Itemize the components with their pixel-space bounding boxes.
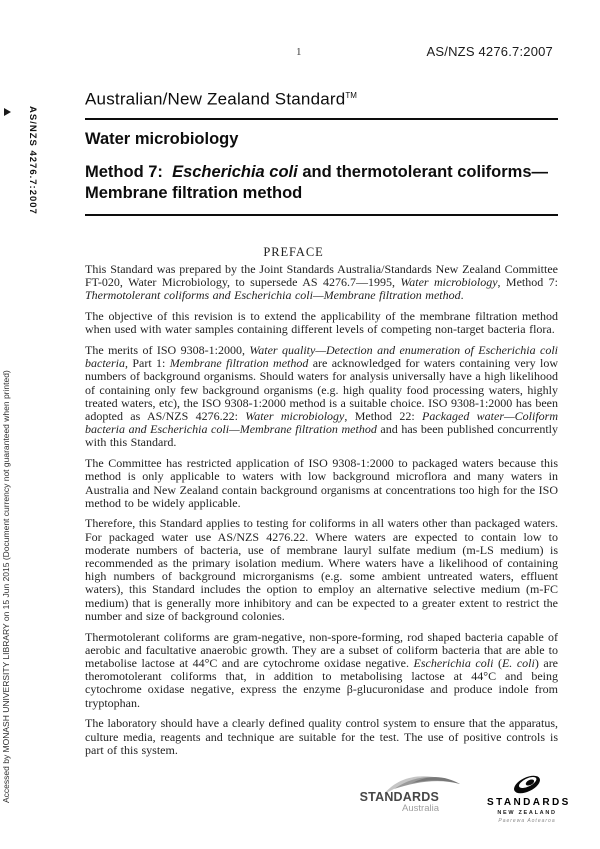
preface-paragraph-4: The Committee has restricted application of ISO 9308-1:2000 to packaged waters because this method is only applicable to waters with low background microflora and many waters in Australia and New Zealand contain background organisms at concentrations too high for the ISO method to be widely applicable. xyxy=(85,456,558,510)
title-block xyxy=(85,86,558,216)
preface-paragraph-1: This Standard was prepared by the Joint Standards Australia/Standards New Zealand Committee FT-020, Water Microbiology, to supersede AS 4276.7—1995, Water microbiology, Method 7: Thermotolerant coliforms and Escherichia coli—Membrane filtration method. xyxy=(85,262,558,303)
standards-nz-name: STANDARDS xyxy=(487,797,571,808)
doc-number-header: AS/NZS 4276.7:2007 xyxy=(426,44,553,59)
preface-paragraph-5: Therefore, this Standard applies to testing for coliforms in all waters other than packaged waters. For packaged water use AS/NZS 4276.22. Where waters are expected to contain low to moderate numbers of bacteria, use of membrane lauryl sulfate medium (m-LS medium) is recommended as the primary isolation medium. Where waters have a likelihood of containing high numbers of background microrganisms (e.g. some ambient untreated waters, effluent waters), this Standard includes the option to employ an alternative selective medium (m-FC medium) that is generally more inhibitory and can be expected to a greater extent to restrict the number and size of background colonies. xyxy=(85,516,558,623)
preface-paragraph-2: The objective of this revision is to extend the applicability of the membrane filtration method when used with water samples containing different levels of competing non-target bacteria flora. xyxy=(85,309,558,337)
preface-heading: PREFACE xyxy=(263,245,324,259)
title-rule-top xyxy=(85,118,558,120)
standards-australia-region: Australia xyxy=(402,803,439,814)
standards-australia-text xyxy=(360,791,439,814)
standards-nz-koru-icon xyxy=(510,773,544,796)
registration-mark-icon xyxy=(4,108,11,116)
trademark-symbol: TM xyxy=(345,91,357,100)
subject-heading: Water microbiology xyxy=(85,129,239,148)
title-rule-bottom xyxy=(85,214,558,216)
preface-body xyxy=(85,263,558,764)
sidebar-standard-code: AS/NZS 4276.7:2007 xyxy=(27,106,38,215)
standards-australia-name: STANDARDS xyxy=(359,790,439,804)
standards-australia-logo xyxy=(350,771,462,823)
series-title xyxy=(85,86,558,110)
standards-nz-region: NEW ZEALAND xyxy=(497,810,557,816)
standards-nz-logo xyxy=(487,773,571,824)
preface-paragraph-7: The laboratory should have a clearly defined quality control system to ensure that the apparatus, culture media, reagents and technique are suitable for the test. The use of positive controls is part of this system. xyxy=(85,716,558,757)
sidebar-access-note: Accessed by MONASH UNIVERSITY LIBRARY on 15 Jun 2015 (Document currency not guaranteed when printed) xyxy=(1,370,11,803)
standards-nz-tagline: Paerewa Aotearoa xyxy=(498,817,556,824)
preface-paragraph-3: The merits of ISO 9308-1:2000, Water quality—Detection and enumeration of Escherichia coli bacteria, Part 1: Membrane filtration method are acknowledged for waters containing very low numbers of background organisms. Should waters for analysis universally have a high likelihood of containing only few background organisms (e.g. high quality food processing waters, highly treated waters, etc), the ISO 9308-1:2000 method is a suitable choice. ISO 9308-1:2000 has been adopted as AS/NZS 4276.22: Water microbiology, Method 22: Packaged water—Coliform bacteria and Escherichia coli—Membrane filtration method and has been published concurrently with this Standard. xyxy=(85,343,559,450)
preface-paragraph-6: Thermotolerant coliforms are gram-negative, non-spore-forming, rod shaped bacteria capable of aerobic and facultative anaerobic growth. They are a subset of coliform bacteria that are able to metabolise lactose at 44°C and are cytochrome oxidase negative. Escherichia coli (E. coli) are theromotolerant coliforms that, in addition to metabolising lactose at 44°C and being cytochrome oxidase negative, express the enzyme β-glucuronidase and produce indole from tryptophan. xyxy=(85,629,559,710)
page-number: 1 xyxy=(296,46,302,58)
method-heading: Method 7: Escherichia coli and thermotolerant coliforms—Membrane filtration method xyxy=(85,162,549,202)
series-title-text: Australian/New Zealand Standard xyxy=(85,89,346,109)
